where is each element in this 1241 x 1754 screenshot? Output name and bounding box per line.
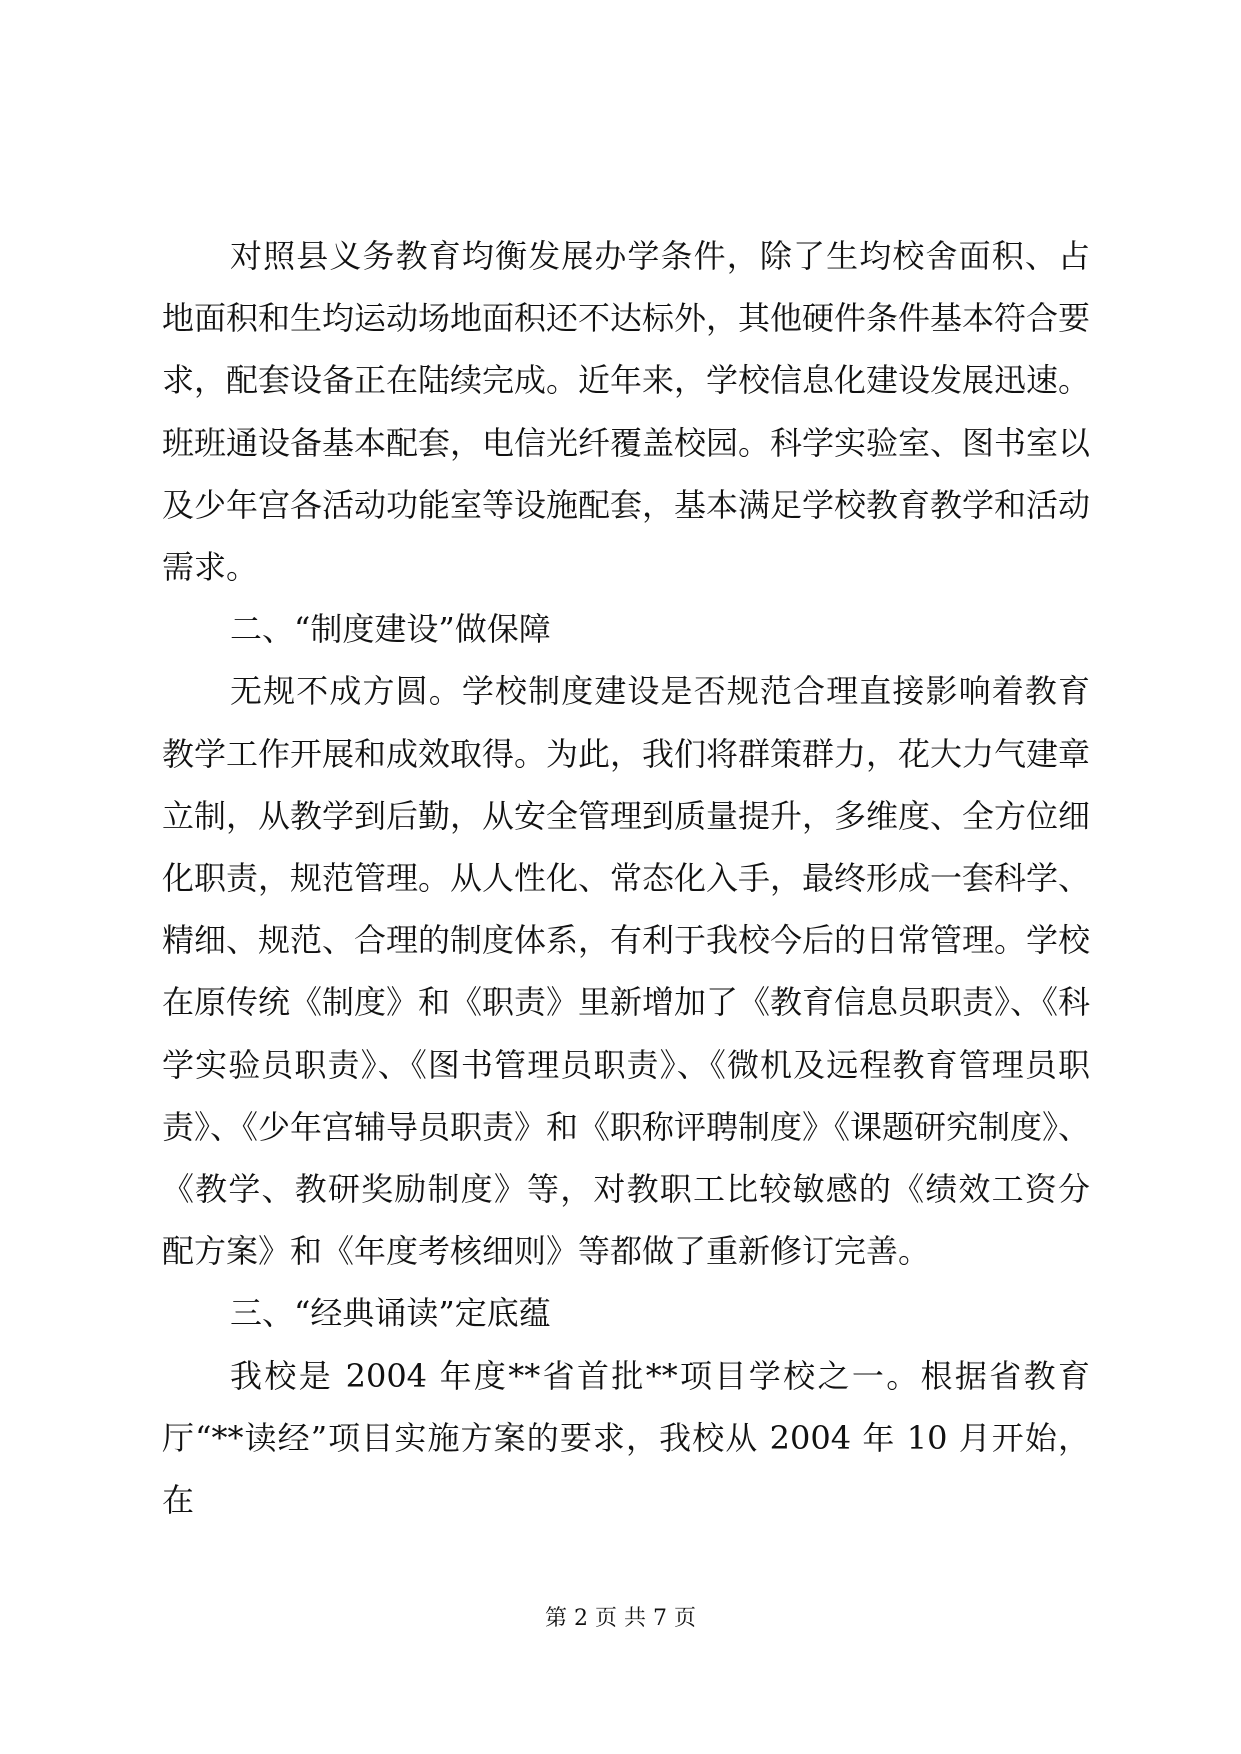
page-number-footer: 第 2 页 共 7 页 — [545, 1606, 696, 1631]
paragraph-classic-reading: 我校是 2004 年度**省首批**项目学校之一。根据省教育厅“**读经”项目实施方案的要求，我校从 2004 年 10 月开始，在 — [162, 1356, 1090, 1520]
document-body — [162, 225, 1090, 1531]
section-heading-classic-reading: 三、“经典诵读”定底蕴 — [230, 1294, 551, 1333]
paragraph-facilities: 对照县义务教育均衡发展办学条件，除了生均校舍面积、占地面积和生均运动场地面积还不达标外，其他硬件条件基本符合要求，配套设备正在陆续完成。近年来，学校信息化建设发展迅速。班班通设备基本配套，电信光纤覆盖校园。科学实验室、图书室以及少年宫各活动功能室等设施配套，基本满足学校教育教学和活动需求。 — [162, 237, 1091, 587]
paragraph-system-building: 无规不成方圆。学校制度建设是否规范合理直接影响着教育教学工作开展和成效取得。为此，我们将群策群力，花大力气建章立制，从教学到后勤，从安全管理到质量提升，多维度、全方位细化职责，规范管理。从人性化、常态化入手，最终形成一套科学、精细、规范、合理的制度体系，有利于我校今后的日常管理。学校在原传统《制度》和《职责》里新增加了《教育信息员职责》、《科学实验员职责》、《图书管理员职责》、《微机及远程教育管理员职责》、《少年宫辅导员职责》和《职称评聘制度》《课题研究制度》、《教学、教研奖励制度》等，对教职工比较敏感的《绩效工资分配方案》和《年度考核细则》等都做了重新修订完善。 — [162, 672, 1091, 1271]
section-heading-system-building: 二、“制度建设”做保障 — [230, 610, 551, 649]
